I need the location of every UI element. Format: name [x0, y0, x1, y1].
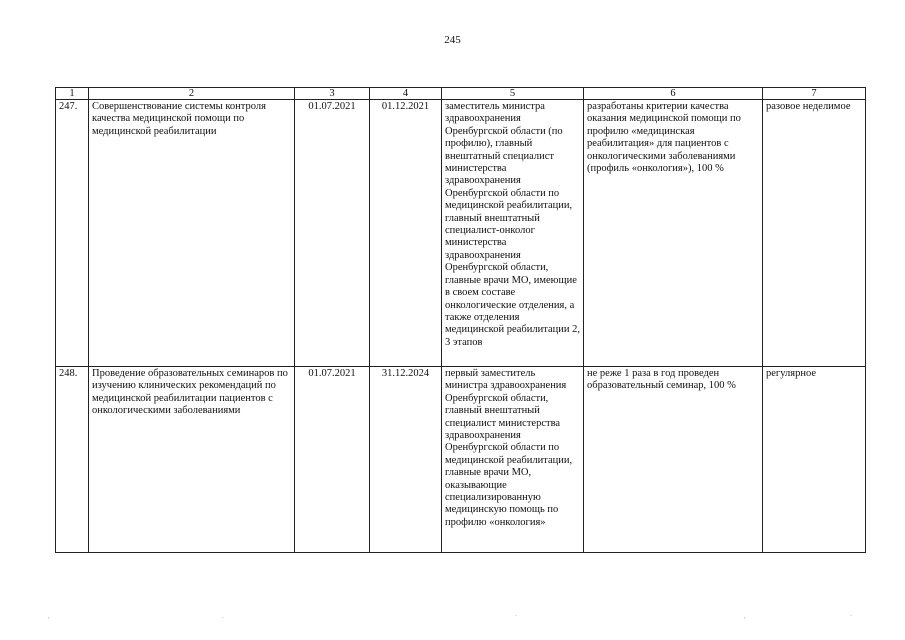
measure-name: Проведение образовательных семинаров по изучению клинических рекомендаций по медицинской реабилитации пациентов с онкологическими заболеваниями — [89, 367, 295, 553]
scan-mark: · — [850, 612, 853, 620]
row-number: 247. — [56, 100, 89, 367]
measure-name: Совершенствование системы контроля качества медицинской помощи по медицинской реабилитации — [89, 100, 295, 367]
plan-table — [55, 87, 866, 553]
start-date: 01.07.2021 — [295, 367, 370, 553]
result: разработаны критерии качества оказания медицинской помощи по профилю «медицинская реабилитация» для пациентов с онкологическими заболеваниями (профиль «онкология»), 100 % — [584, 100, 763, 367]
measure-type: регулярное — [763, 367, 866, 553]
responsible: первый заместитель министра здравоохранения Оренбургской области, главный внештатный специалист министерства здравоохранения Оренбургской области по медицинской реабилитации, главные врачи МО, оказывающие специализированную медицинскую помощь по профилю «онкология» — [442, 367, 584, 553]
table-row — [56, 367, 866, 553]
header-cell: 3 — [295, 88, 370, 100]
responsible: заместитель министра здравоохранения Оренбургской области (по профилю), главный внештатный специалист министерства здравоохранения Оренбургской области по медицинской реабилитации, главный внештатный специалист-онколог министерства здравоохранения Оренбургской области, главные врачи МО, имеющие в своем составе онкологические отделения, а также отделения медицинской реабилитации 2, 3 этапов — [442, 100, 584, 367]
header-cell: 5 — [442, 88, 584, 100]
header-cell: 7 — [763, 88, 866, 100]
result: не реже 1 раза в год проведен образовательный семинар, 100 % — [584, 367, 763, 553]
table-row — [56, 100, 866, 367]
start-date: 01.07.2021 — [295, 100, 370, 367]
header-row — [56, 88, 866, 100]
header-cell: 4 — [370, 88, 442, 100]
page-number: 245 — [444, 34, 461, 46]
end-date: 01.12.2021 — [370, 100, 442, 367]
measure-type: разовое неделимое — [763, 100, 866, 367]
end-date: 31.12.2024 — [370, 367, 442, 553]
row-number: 248. — [56, 367, 89, 553]
header-cell: 6 — [584, 88, 763, 100]
scan-mark: , — [744, 612, 746, 620]
scan-mark: · — [515, 612, 518, 620]
header-cell: 2 — [89, 88, 295, 100]
scan-mark: , — [48, 612, 50, 620]
scan-mark: . — [222, 612, 224, 620]
header-cell: 1 — [56, 88, 89, 100]
